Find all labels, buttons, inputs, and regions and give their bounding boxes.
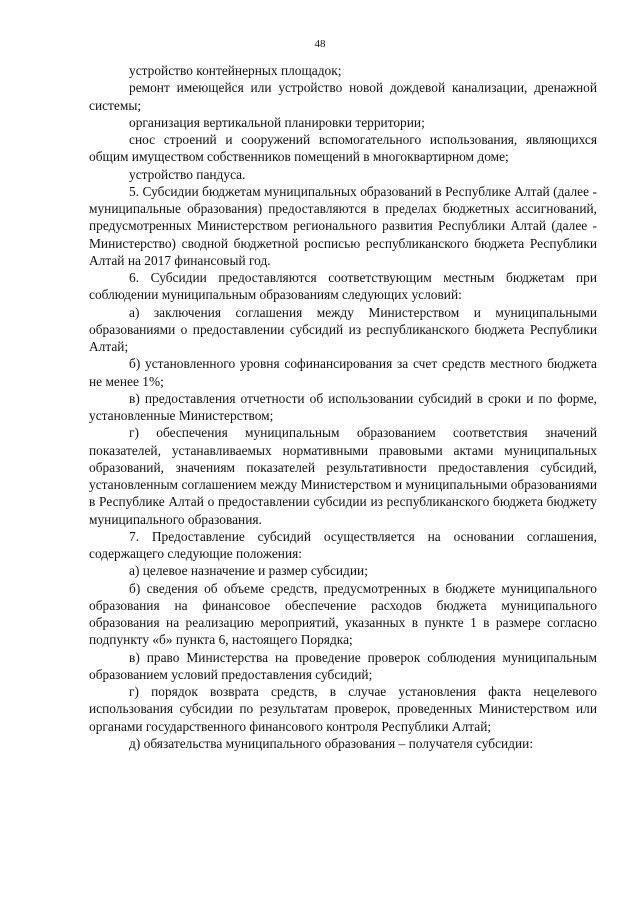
paragraph: 7. Предоставление субсидий осуществляется на основании соглашения, содержащего следующие положения: (89, 528, 597, 561)
paragraph: снос строений и сооружений вспомогательного использования, являющихся общим имуществом собственников помещений в многоквартирном доме; (89, 132, 597, 165)
paragraph: 5. Субсидии бюджетам муниципальных образований в Республике Алтай (далее - муниципальные образования) предоставляются в пределах бюджетных ассигнований, предусмотренных Министерством регионального развития Республики Алтай (далее - Министерство) сводной бюджетной росписью республиканского бюджета Республики Алтай на 2017 финансовый год. (89, 183, 597, 268)
paragraph: б) установленного уровня софинансирования за счет средств местного бюджета не менее 1%; (89, 356, 597, 389)
document-body (89, 62, 597, 752)
paragraph: ремонт имеющейся или устройство новой дождевой канализации, дренажной системы; (89, 80, 597, 113)
paragraph: б) сведения об объеме средств, предусмотренных в бюджете муниципального образования на финансовое обеспечение расходов бюджета муниципального образования на реализацию мероприятий, указанных в пункте 1 в размере согласно подпункту «б» пункта 6, настоящего Порядка; (89, 580, 597, 648)
paragraph: а) заключения соглашения между Министерством и муниципальными образованиями о предоставлении субсидий из республиканского бюджета Республики Алтай; (89, 304, 597, 354)
paragraph: устройство контейнерных площадок; (129, 63, 342, 78)
paragraph: а) целевое назначение и размер субсидии; (129, 563, 368, 579)
paragraph: в) право Министерства на проведение проверок соблюдения муниципальным образованием условий предоставления субсидий; (89, 649, 597, 682)
paragraph: д) обязательства муниципального образования – получателя субсидии: (129, 735, 534, 751)
paragraph: устройство пандуса. (129, 166, 246, 182)
paragraph: 6. Субсидии предоставляются соответствующим местным бюджетам при соблюдении муниципальным образованиям следующих условий: (89, 270, 597, 303)
paragraph: в) предоставления отчетности об использовании субсидий в сроки и по форме, установленные Министерством; (89, 390, 597, 423)
page-number: 48 (314, 38, 326, 50)
paragraph: организация вертикальной планировки территории; (129, 114, 425, 130)
paragraph: г) обеспечения муниципальным образованием соответствия значений показателей, устанавливаемых нормативными правовыми актами муниципальных образований, значениям показателей результативности предоставления субсидий, установленным соглашением между Министерством и муниципальными образованиями в Республике Алтай о предоставлении субсидии из республиканского бюджета бюджету муниципального образования. (89, 425, 597, 527)
paragraph: г) порядок возврата средств, в случае установления факта нецелевого использования субсидии по результатам проверок, проведенных Министерством или органами государственного финансового контроля Республики Алтай; (89, 684, 597, 734)
